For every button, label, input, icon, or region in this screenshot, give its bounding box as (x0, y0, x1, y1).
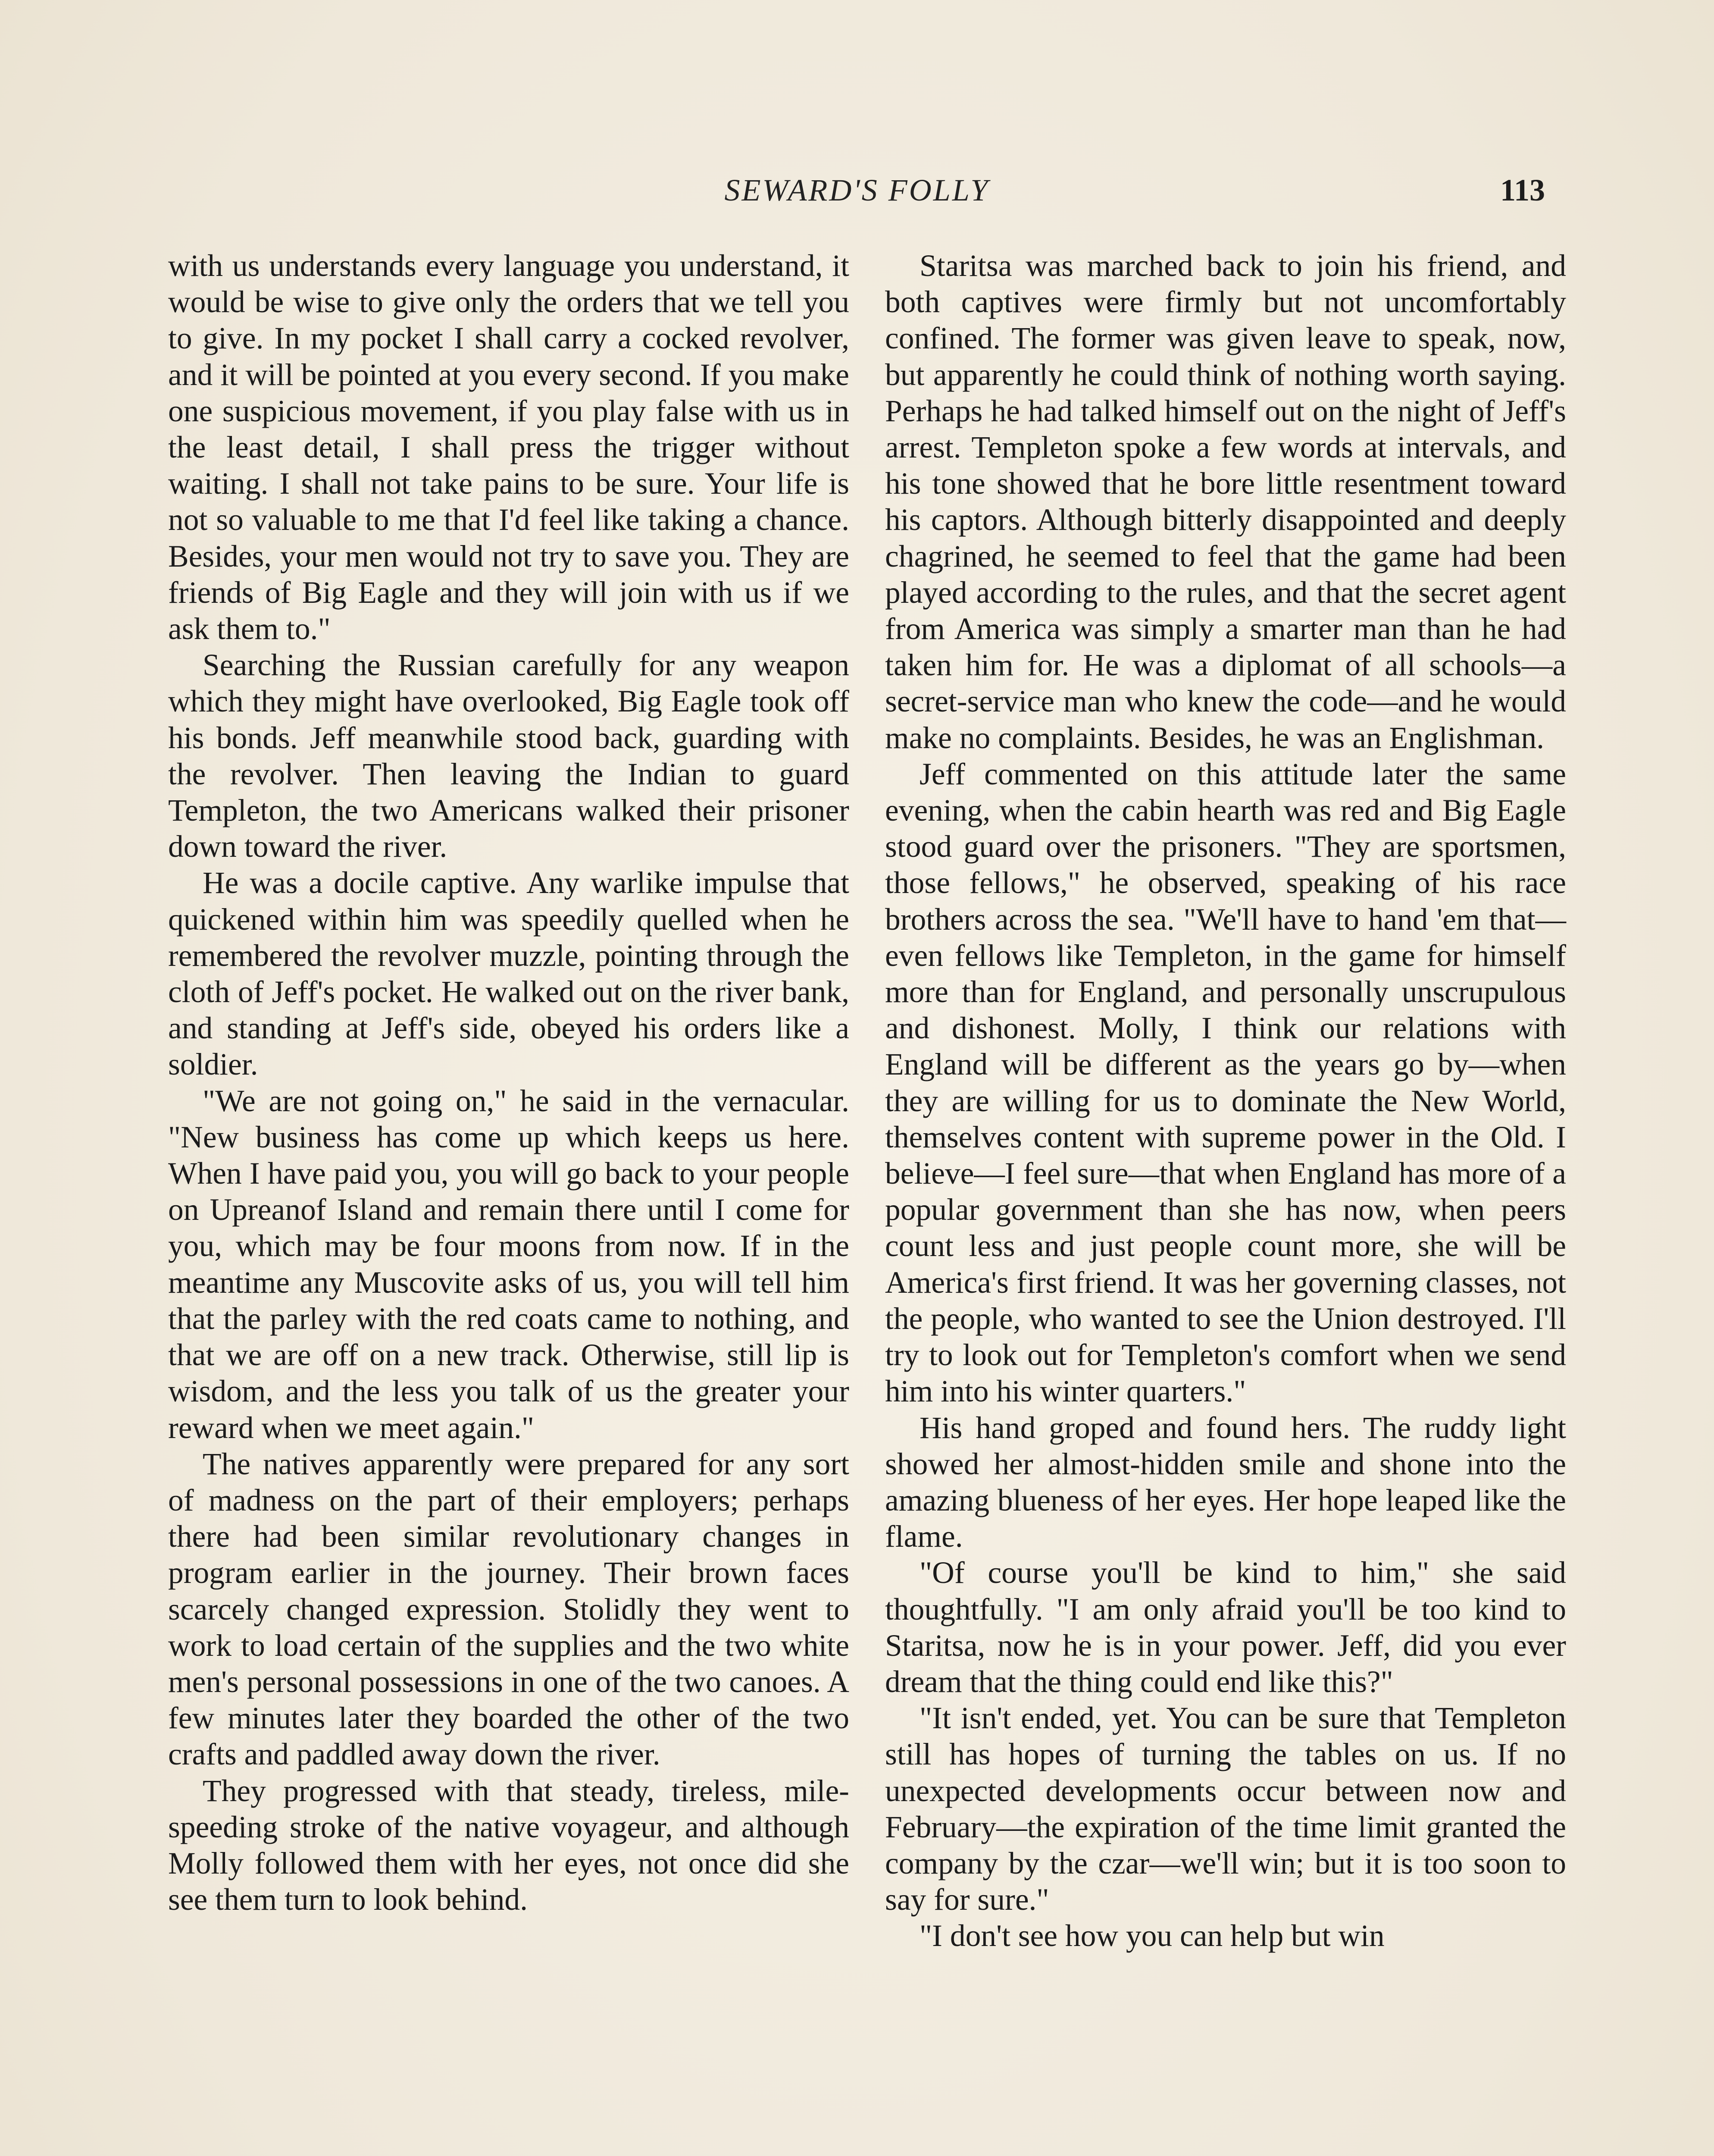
running-title: SEWARD'S FOLLY (724, 173, 990, 207)
paragraph: His hand groped and found hers. The ruddy light showed her almost-hidden smile and shone into the amazing blueness of her eyes. Her hope leaped like the flame. (885, 1410, 1566, 1554)
paragraph: "We are not going on," he said in the vernacular. "New business has come up which keeps us here. When I have paid you, you will go back to your people on Upreanof Island and remain there until I come for you, which may be four moons from now. If in the meantime any Muscovite asks of us, you will tell him that the parley with the red coats came to nothing, and that we are off on a new track. Otherwise, still lip is wisdom, and the less you talk of us the greater your reward when we meet again." (168, 1084, 849, 1445)
right-column (885, 248, 1566, 1955)
page-number: 113 (1500, 173, 1545, 207)
paragraph: They progressed with that steady, tireless, mile-speeding stroke of the native voyageur, and although Molly followed them with her eyes, not once did she see them turn to look behind. (168, 1774, 849, 1917)
paragraph: with us understands every language you understand, it would be wise to give only the orders that we tell you to give. In my pocket I shall carry a cocked revolver, and it will be pointed at you every second. If you make one suspicious movement, if you play false with us in the least detail, I shall press the trigger without waiting. I shall not take pains to be sure. Your life is not so valuable to me that I'd feel like taking a chance. Besides, your men would not try to save you. They are friends of Big Eagle and they will join with us if we ask them to." (168, 249, 849, 646)
paragraph: "Of course you'll be kind to him," she said thoughtfully. "I am only afraid you'll be too kind to Staritsa, now he is in your power. Jeff, did you ever dream that the thing could end like this?" (885, 1556, 1566, 1699)
paragraph: He was a docile captive. Any warlike impulse that quickened within him was speedily quelled when he remembered the revolver muzzle, pointing through the cloth of Jeff's pocket. He walked out on the river bank, and standing at Jeff's side, obeyed his orders like a soldier. (168, 866, 849, 1082)
left-column (168, 248, 849, 1918)
paragraph: Jeff commented on this attitude later the same evening, when the cabin hearth was red and Big Eagle stood guard over the prisoners. "They are sportsmen, those fellows," he observed, speaking of his race brothers across the sea. "We'll have to hand 'em that—even fellows like Templeton, in the game for himself more than for England, and personally unscrupulous and dishonest. Molly, I think our relations with England will be different as the years go by—when they are willing for us to dominate the New World, themselves content with supreme power in the Old. I believe—I feel sure—that when England has more of a popular government than she has now, when peers count less and just people count more, she will be America's first friend. It was her governing classes, not the people, who wanted to see the Union destroyed. I'll try to look out for Templeton's comfort when we send him into his winter quarters." (885, 757, 1566, 1409)
paragraph: Staritsa was marched back to join his friend, and both captives were firmly but not uncomfortably confined. The former was given leave to speak, now, but apparently he could think of nothing worth saying. Perhaps he had talked himself out on the night of Jeff's arrest. Templeton spoke a few words at intervals, and his tone showed that he bore little resentment toward his captors. Although bitterly disappointed and deeply chagrined, he seemed to feel that the game had been played according to the rules, and that the secret agent from America was simply a smarter man than he had taken him for. He was a diplomat of all schools—a secret-service man who knew the code—and he would make no complaints. Besides, he was an Englishman. (885, 249, 1566, 755)
paragraph: "It isn't ended, yet. You can be sure that Templeton still has hopes of turning the tables on us. If no unexpected developments occur between now and February—the expiration of the time limit granted the company by the czar—we'll win; but it is too soon to say for sure." (885, 1701, 1566, 1917)
paragraph: "I don't see how you can help but win (920, 1919, 1385, 1953)
paragraph: The natives apparently were prepared for any sort of madness on the part of their employers; perhaps there had been similar revolutionary changes in program earlier in the journey. Their brown faces scarcely changed expression. Stolidly they went to work to load certain of the supplies and the two white men's personal possessions in one of the two canoes. A few minutes later they boarded the other of the two crafts and paddled away down the river. (168, 1447, 849, 1772)
paragraph: Searching the Russian carefully for any weapon which they might have overlooked, Big Eagle took off his bonds. Jeff meanwhile stood back, guarding with the revolver. Then leaving the Indian to guard Templeton, the two Americans walked their prisoner down toward the river. (168, 648, 849, 864)
